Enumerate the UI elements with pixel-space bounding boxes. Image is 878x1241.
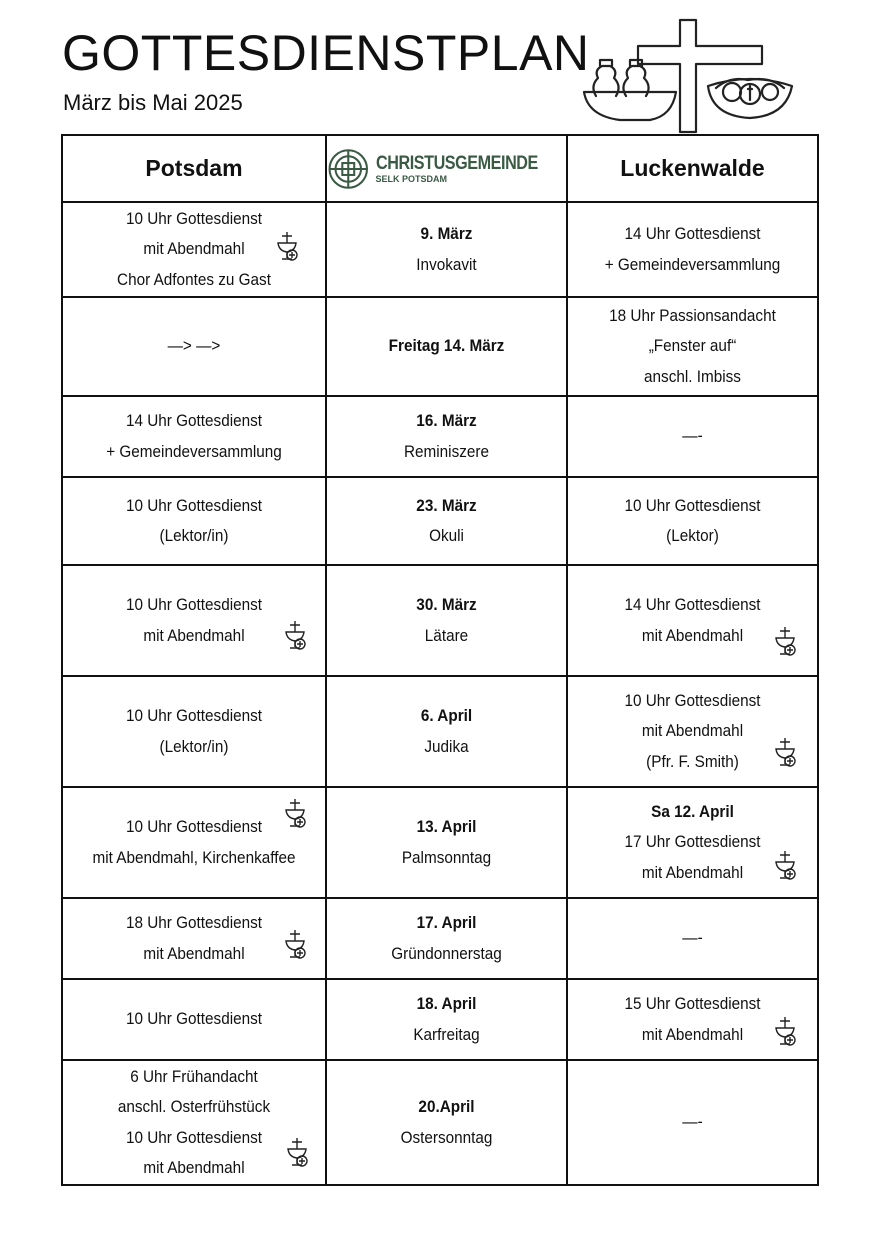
luckenwalde-cell <box>567 202 818 297</box>
luckenwalde-cell <box>567 787 818 898</box>
cell-line: mit Abendmahl <box>641 862 744 882</box>
cross-pottery-bread-icon <box>580 16 795 136</box>
luckenwalde-cell <box>567 898 818 979</box>
logo-name: CHRISTUSGEMEINDE <box>375 152 538 174</box>
cell-line: —> —> <box>167 336 221 356</box>
table-row <box>62 297 818 396</box>
cell-line: mit Abendmahl <box>641 1024 744 1044</box>
cell-line: 10 Uhr Gottesdienst <box>624 690 761 710</box>
date-cell <box>326 898 567 979</box>
cell-line: 10 Uhr Gottesdienst <box>125 595 263 614</box>
potsdam-cell <box>62 898 326 979</box>
potsdam-cell <box>62 477 326 565</box>
cell-line: 17 Uhr Gottesdienst <box>624 832 761 852</box>
date-label: 16. März <box>416 411 477 430</box>
cell-line: —- <box>682 1112 703 1132</box>
potsdam-cell <box>62 787 326 898</box>
cell-line: 15 Uhr Gottesdienst <box>624 994 761 1013</box>
cell-line: mit Abendmahl <box>143 239 245 259</box>
table-row <box>62 676 818 787</box>
cell-line: 10 Uhr Gottesdienst <box>624 495 761 515</box>
cell-line: 10 Uhr Gottesdienst <box>125 1127 263 1147</box>
cell-line: mit Abendmahl, Kirchenkaffee <box>92 847 296 867</box>
table-row <box>62 979 818 1060</box>
liturgical-day: Invokavit <box>416 254 477 274</box>
cell-line-bold: Sa 12. April <box>651 801 734 821</box>
potsdam-cell <box>62 565 326 676</box>
cell-line: 14 Uhr Gottesdienst <box>624 224 761 243</box>
date-cell <box>326 676 567 787</box>
cell-line: mit Abendmahl <box>641 625 744 645</box>
cell-line: 14 Uhr Gottesdienst <box>125 411 263 430</box>
chalice-icon <box>773 626 797 658</box>
luckenwalde-cell <box>567 297 818 396</box>
table-row <box>62 202 818 297</box>
table-row <box>62 477 818 565</box>
cell-line: —- <box>682 426 703 446</box>
christusgemeinde-logo <box>327 144 566 194</box>
date-cell <box>326 477 567 565</box>
liturgical-day: Palmsonntag <box>401 847 492 867</box>
table-header-row <box>62 135 818 202</box>
cell-line: 10 Uhr Gottesdienst <box>125 817 263 836</box>
church-window-icon <box>327 144 370 194</box>
chalice-icon <box>773 1016 797 1048</box>
date-cell <box>326 565 567 676</box>
date-cell <box>326 202 567 297</box>
table-row <box>62 898 818 979</box>
date-label: 17. April <box>416 913 477 932</box>
chalice-icon <box>773 850 797 882</box>
luckenwalde-cell <box>567 1060 818 1185</box>
cell-line: 14 Uhr Gottesdienst <box>624 595 761 614</box>
date-label: 6. April <box>420 706 473 725</box>
chalice-icon <box>283 620 307 652</box>
cell-line: mit Abendmahl <box>143 943 245 963</box>
schedule-table <box>61 134 819 1186</box>
cell-line: mit Abendmahl <box>143 1158 245 1177</box>
liturgical-day: Gründonnerstag <box>391 943 502 963</box>
cell-line: 18 Uhr Passionsandacht <box>609 305 776 325</box>
potsdam-cell <box>62 297 326 396</box>
date-cell <box>326 1060 567 1185</box>
potsdam-cell <box>62 979 326 1060</box>
luckenwalde-cell <box>567 396 818 477</box>
cell-line: (Lektor/in) <box>159 526 229 545</box>
column-header-luckenwalde: Luckenwalde <box>567 135 818 202</box>
chalice-icon <box>283 929 307 961</box>
chalice-icon <box>773 737 797 769</box>
luckenwalde-cell <box>567 477 818 565</box>
liturgical-day: Lätare <box>424 625 469 645</box>
date-label: Freitag 14. März <box>388 336 505 356</box>
cell-line: (Lektor) <box>666 526 719 545</box>
liturgical-day: Reminiszere <box>403 441 490 461</box>
page-subtitle: März bis Mai 2025 <box>63 90 243 115</box>
cell-line: mit Abendmahl <box>143 625 245 645</box>
cell-line: —- <box>682 928 703 948</box>
table-row <box>62 565 818 676</box>
chalice-icon <box>285 1137 309 1169</box>
cell-line: 10 Uhr Gottesdienst <box>125 706 263 725</box>
cell-line: „Fenster auf“ <box>648 336 737 356</box>
table-row <box>62 787 818 898</box>
date-cell <box>326 396 567 477</box>
column-header-potsdam: Potsdam <box>62 135 326 202</box>
luckenwalde-cell <box>567 676 818 787</box>
date-label: 23. März <box>416 495 477 515</box>
date-label: 9. März <box>420 224 473 243</box>
table-row <box>62 1060 818 1185</box>
cell-line: 18 Uhr Gottesdienst <box>125 913 263 932</box>
cell-line: + Gemeindeversammlung <box>604 254 781 274</box>
potsdam-cell <box>62 676 326 787</box>
date-label: 20.April <box>418 1097 475 1116</box>
table-row <box>62 396 818 477</box>
liturgical-day: Karfreitag <box>413 1024 480 1044</box>
date-cell <box>326 787 567 898</box>
liturgical-day: Judika <box>424 736 469 756</box>
luckenwalde-cell <box>567 565 818 676</box>
potsdam-cell <box>62 1060 326 1185</box>
cell-line: anschl. Osterfrühstück <box>117 1097 271 1116</box>
cell-line: anschl. Imbiss <box>644 366 741 386</box>
potsdam-cell <box>62 396 326 477</box>
chalice-icon <box>283 798 307 830</box>
cell-line: 10 Uhr Gottesdienst <box>125 1009 263 1029</box>
date-cell <box>326 297 567 396</box>
cell-line: (Lektor/in) <box>159 736 229 756</box>
potsdam-cell <box>62 202 326 297</box>
luckenwalde-cell <box>567 979 818 1060</box>
date-label: 13. April <box>416 817 477 836</box>
cell-line: mit Abendmahl <box>641 721 744 741</box>
date-label: 30. März <box>416 595 477 614</box>
cell-line: 10 Uhr Gottesdienst <box>125 208 263 228</box>
date-cell <box>326 979 567 1060</box>
cell-line: Chor Adfontes zu Gast <box>117 269 271 289</box>
liturgical-day: Okuli <box>429 526 464 545</box>
logo-subtitle: SELK POTSDAM <box>375 173 448 184</box>
liturgical-day: Ostersonntag <box>400 1127 493 1147</box>
cell-line: 10 Uhr Gottesdienst <box>125 495 263 515</box>
page-title: GOTTESDIENSTPLAN <box>62 25 590 81</box>
cell-line: 6 Uhr Frühandacht <box>130 1066 258 1086</box>
cell-line: (Pfr. F. Smith) <box>646 751 739 771</box>
chalice-icon <box>275 231 299 263</box>
column-header-logo <box>326 135 567 202</box>
date-label: 18. April <box>416 994 477 1013</box>
cell-line: + Gemeindeversammlung <box>106 441 282 461</box>
